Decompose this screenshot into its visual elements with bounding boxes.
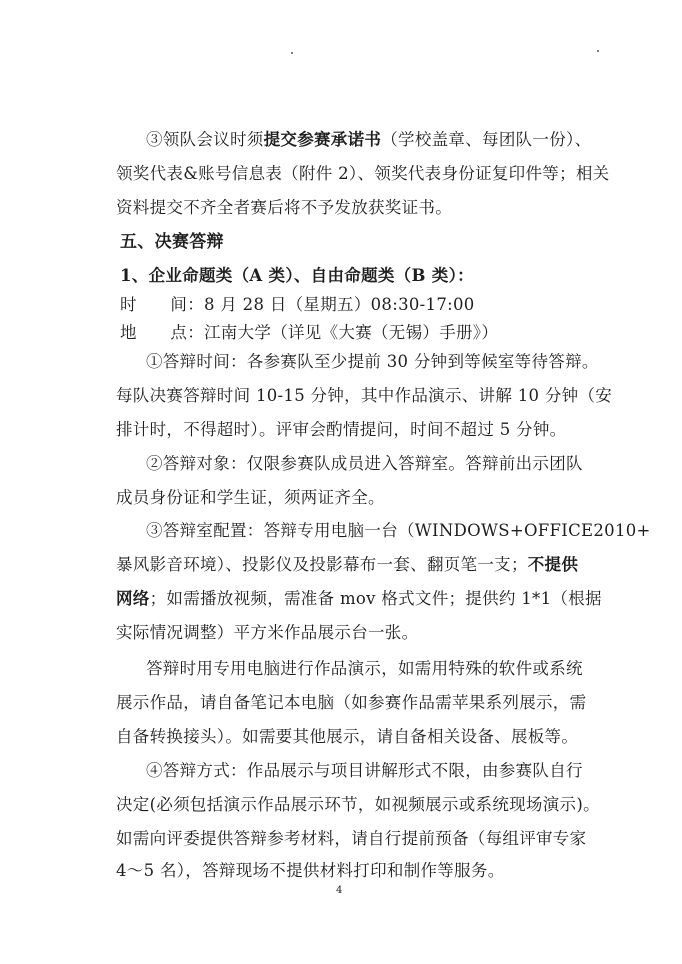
paragraph-line: 答辩时用专用电脑进行作品演示，如需用特殊的软件或系统: [146, 659, 583, 678]
text-run: 暴风影音环境）、投影仪及投影幕布一套、翻页笔一支；: [116, 555, 528, 574]
paragraph-line: 资料提交不齐全者赛后将不予发放获奖证书。: [116, 198, 452, 217]
bold-text-run: 提交参赛承诺书: [263, 130, 382, 149]
paragraph-line: [116, 588, 602, 610]
paragraph-line: ②答辩对象：仅限参赛队成员进入答辩室。答辩前出示团队: [146, 454, 583, 473]
paragraph-line: 实际情况调整）平方米作品展示台一张。: [116, 623, 419, 642]
section-heading: 五、决赛答辩: [120, 232, 224, 252]
bold-text-run: 网络: [116, 589, 150, 608]
scan-speck: [291, 52, 293, 54]
subsection-heading: 1、企业命题类（A 类）、自由命题类（B 类）：: [120, 266, 474, 285]
page-number: 4: [336, 885, 343, 896]
paragraph-line: [116, 554, 578, 576]
paragraph-line: ③答辩室配置：答辩专用电脑一台（WINDOWS+OFFICE2010+: [146, 521, 651, 540]
paragraph-line: 决定(必须包括演示作品展示环节，如视频展示或系统现场演示)。: [116, 795, 600, 814]
paragraph-line: ①答辩时间：各参赛队至少提前 30 分钟到等候室等待答辩。: [146, 352, 599, 371]
paragraph-line: 自备转换接头）。如需要其他展示，请自备相关设备、展板等。: [116, 727, 579, 746]
paragraph-line: 排计时，不得超时）。评审会酌情提问，时间不超过 5 分钟。: [116, 420, 567, 439]
paragraph-line: 如需向评委提供答辩参考材料，请自行提前预备（每组评审专家: [116, 829, 587, 848]
paragraph-line: ④答辩方式：作品展示与项目讲解形式不限，由参赛队自行: [146, 761, 583, 780]
scan-speck: [597, 50, 599, 52]
place-line: 地 点：江南大学（详见《大赛（无锡）手册》）: [120, 323, 499, 342]
paragraph-line: 领奖代表&账号信息表（附件 2）、领奖代表身份证复印件等；相关: [116, 164, 610, 183]
paragraph-line: 成员身份证和学生证，须两证齐全。: [116, 488, 385, 507]
text-run: ③领队会议时须: [146, 130, 264, 149]
bold-text-run: 不提供: [527, 555, 579, 574]
text-run: ；如需播放视频，需准备 mov 格式文件；提供约 1*1（根据: [149, 589, 602, 608]
paragraph-line: 4～5 名），答辩现场不提供材料打印和制作等服务。: [116, 861, 505, 880]
time-line: 时 间：8 月 28 日（星期五）08:30-17:00: [120, 295, 475, 314]
text-run: （学校盖章、每团队一份）、: [381, 130, 592, 149]
paragraph-line: [146, 129, 591, 151]
paragraph-line: 每队决赛答辩时间 10-15 分钟，其中作品演示、讲解 10 分钟（安: [116, 386, 613, 405]
paragraph-line: 展示作品，请自备笔记本电脑（如参赛作品需苹果系列展示，需: [116, 693, 587, 712]
